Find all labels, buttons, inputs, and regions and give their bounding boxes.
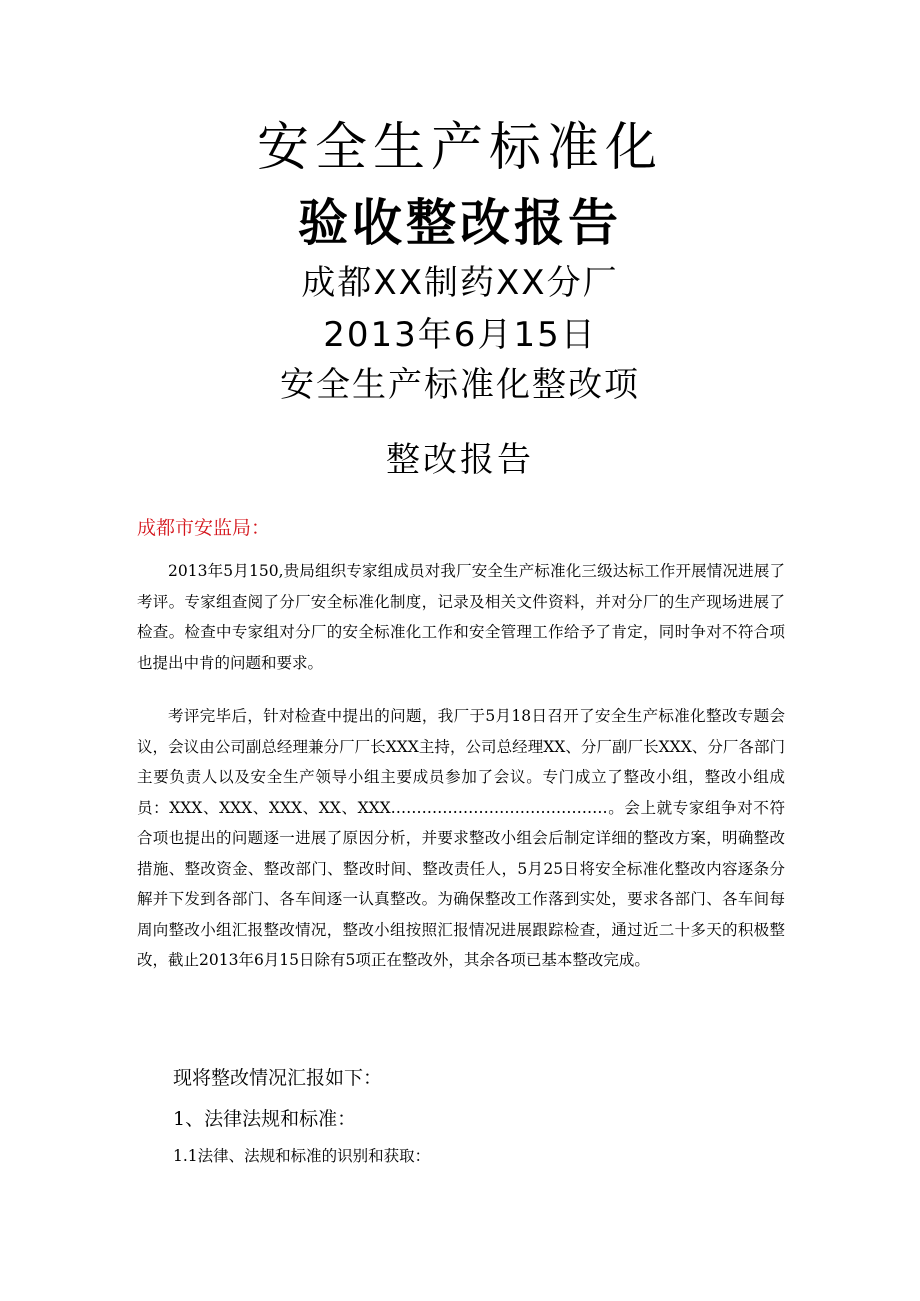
company-name: 成都XX制药XX分厂 — [301, 263, 619, 303]
document-title-line1: 安全生产标准化 — [256, 118, 663, 178]
body-paragraph-2: 考评完毕后，针对检查中提出的问题，我厂于5月18日召开了安全生产标准化整改专题会议，会议由公司副总经理兼分厂厂长XXX主持，公司总经理XX、分厂副厂长XXX、分厂各部门主要负责人以及安全生产领导小组主要成员参加了会议。专门成立了整改小组，整改小组成员：XXX、XXX、XXX、XX、XXX……………………………………。会上就专家组争对不符合项也提出的问题逐一进展了原因分析，并要求整改小组会后制定详细的整改方案，明确整改措施、整改资金、整改部门、整改时间、整改责任人，5月25日将安全标准化整改内容逐条分解并下发到各部门、各车间逐一认真整改。为确保整改工作落到实处，要求各部门、各车间每周向整改小组汇报整改情况，整改小组按照汇报情况进展跟踪检查，通过近二十多天的积极整改，截止2013年6月15日除有5项正在整改外，其余各项已基本整改完成。 — [137, 707, 785, 969]
addressee: 成都市安监局： — [137, 517, 271, 539]
report-date: 2013年6月15日 — [323, 315, 597, 355]
intro-line: 现将整改情况汇报如下： — [173, 1067, 383, 1089]
subtitle-line2: 整改报告 — [386, 440, 534, 480]
document-title-line2: 验收整改报告 — [298, 194, 622, 252]
body-paragraph-1: 2013年5月150,贵局组织专家组成员对我厂安全生产标准化三级达标工作开展情况进展了考评。专家组查阅了分厂安全标准化制度，记录及相关文件资料，并对分厂的生产现场进展了检查。检查中专家组对分厂的安全标准化工作和安全管理工作给予了肯定，同时争对不符合项也提出中肯的问题和要求。 — [137, 562, 785, 672]
section-heading-1: 1、法律法规和标准： — [173, 1108, 357, 1130]
subsection-heading-1-1: 1.1法律、法规和标准的识别和获取： — [173, 1147, 431, 1165]
subtitle-line1: 安全生产标准化整改项 — [280, 365, 640, 405]
